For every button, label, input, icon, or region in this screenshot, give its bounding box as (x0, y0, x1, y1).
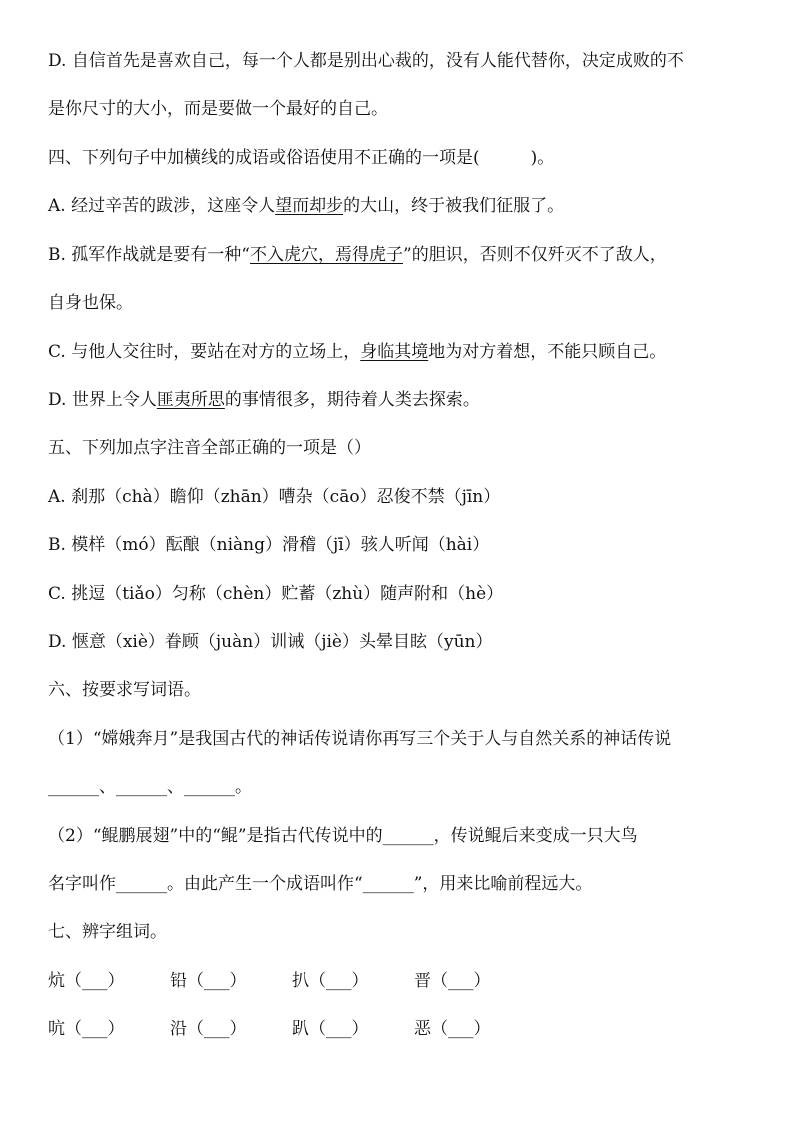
q4-option-d (48, 388, 480, 412)
q4-b-underlined-proverb: 不入虎穴，焉得虎子 (250, 245, 403, 265)
q4-c-underlined-idiom: 身临其境 (360, 342, 429, 362)
q4-a-pre: A. 经过辛苦的跋涉，这座令人 (48, 196, 276, 216)
q4-d-underlined-idiom: 匪夷所思 (156, 390, 225, 410)
q7-word-blank: 沿（___） (170, 1019, 247, 1039)
q4-b-post: ”的胆识，否则不仅歼灭不了敌人， (403, 245, 667, 265)
q4-d-post: 的事情很多，期待着人类去探索。 (224, 390, 480, 410)
q7-row-2 (48, 1017, 748, 1041)
q4-c-pre: C. 与他人交往时，要站在对方的立场上， (48, 342, 361, 362)
q7-word-blank: 扒（___） (292, 971, 369, 991)
q5-title: 五、下列加点字注音全部正确的一项是（） (48, 438, 371, 458)
q4-option-c (48, 340, 666, 364)
q6-part2-line2: 名字叫作______。由此产生一个成语叫作“______”，用来比喻前程远大。 (48, 874, 593, 894)
q7-word-blank: 趴（___） (292, 1019, 369, 1039)
q4-title: 四、下列句子中加横线的成语或俗语使用不正确的一项是( )。 (48, 148, 555, 168)
q4-c-post: 地为对方着想，不能只顾自己。 (428, 342, 667, 362)
q7-word-blank: 晋（___） (414, 971, 491, 991)
q5-option-c: C. 挑逗（tiǎo）匀称（chèn）贮蓄（zhù）随声附和（hè） (48, 584, 504, 604)
q4-b-pre: B. 孤军作战就是要有一种“ (48, 245, 250, 265)
q5-option-b: B. 模样（mó）酝酿（niàng）滑稽（jī）骇人听闻（hài） (48, 535, 490, 555)
q6-title: 六、按要求写词语。 (48, 680, 201, 700)
q3-option-d-line2: 是你尺寸的大小，而是要做一个最好的自己。 (48, 99, 388, 119)
q7-title: 七、辨字组词。 (48, 922, 167, 942)
q4-d-pre: D. 世界上令人 (48, 390, 157, 410)
q5-option-d: D. 惬意（xiè）眷顾（juàn）训诫（jiè）头晕目眩（yūn） (48, 632, 493, 652)
q7-row-1 (48, 969, 748, 993)
q7-word-blank: 炕（___） (48, 971, 125, 991)
q7-word-blank: 铅（___） (170, 971, 247, 991)
q6-part1-blanks: ______、______、______。 (48, 777, 252, 797)
q5-option-a: A. 刹那（chà）瞻仰（zhān）嘈杂（cāo）忍俊不禁（jīn） (48, 487, 501, 507)
q4-a-underlined-idiom: 望而却步 (275, 196, 344, 216)
q4-a-post: 的大山，终于被我们征服了。 (343, 196, 565, 216)
q7-word-blank: 恶（___） (414, 1019, 491, 1039)
q6-part1-line1: （1）“嫦娥奔月”是我国古代的神话传说请你再写三个关于人与自然关系的神话传说 (48, 729, 672, 749)
q6-part2-line1: （2）“鲲鹏展翅”中的“鲲”是指古代传说中的______，传说鲲后来变成一只大鸟 (48, 826, 638, 846)
q4-option-a (48, 194, 564, 218)
q3-option-d-line1: D. 自信首先是喜欢自己，每一个人都是别出心裁的，没有人能代替你，决定成败的不 (48, 51, 684, 71)
q7-word-blank: 吭（___） (48, 1019, 125, 1039)
q4-option-b (48, 243, 667, 267)
q4-option-b-line2: 自身也保。 (48, 293, 133, 313)
